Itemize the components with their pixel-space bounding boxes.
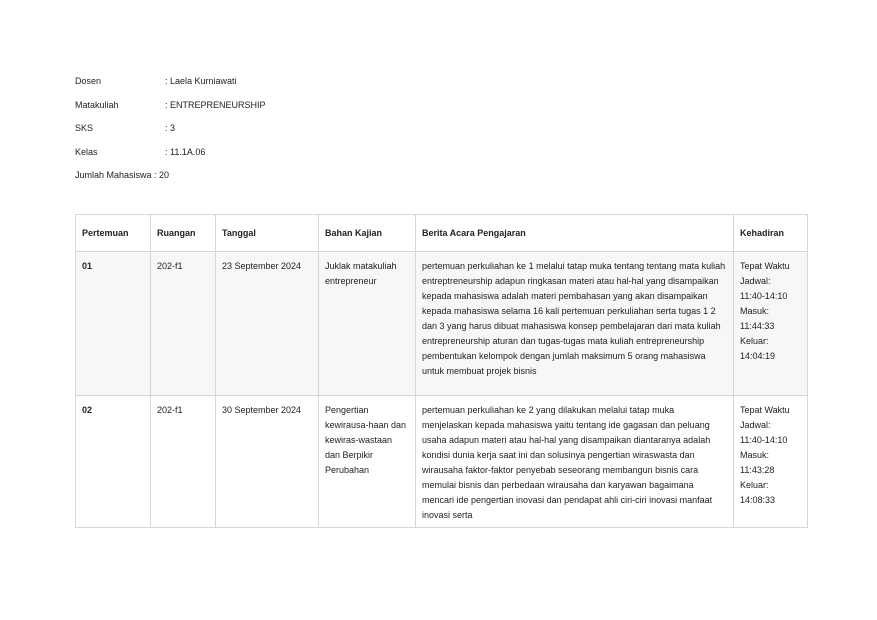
cell-ruangan: 202-f1 <box>151 252 216 396</box>
cell-bahan-kajian: Juklak matakuliah entrepreneur <box>319 252 416 396</box>
info-value: : ENTREPRENEURSHIP <box>165 99 266 110</box>
keluar-label: Keluar: <box>740 336 769 346</box>
table-header-row <box>76 215 808 252</box>
jadwal-label: Jadwal: <box>740 420 771 430</box>
info-row-kelas <box>75 147 266 171</box>
cell-pertemuan: 02 <box>76 396 151 528</box>
keluar-label: Keluar: <box>740 480 769 490</box>
header-bahan-kajian: Bahan Kajian <box>319 215 416 252</box>
masuk-label: Masuk: <box>740 450 770 460</box>
masuk-label: Masuk: <box>740 306 770 316</box>
cell-ruangan: 202-f1 <box>151 396 216 528</box>
info-label: Jumlah Mahasiswa <box>75 170 152 181</box>
header-pertemuan: Pertemuan <box>76 215 151 252</box>
attendance-status: Tepat Waktu <box>740 405 790 415</box>
berita-acara-table <box>75 214 808 528</box>
keluar-value: 14:04:19 <box>740 351 776 361</box>
cell-kehadiran <box>734 252 808 396</box>
cell-pertemuan: 01 <box>76 252 151 396</box>
masuk-value: 11:43:28 <box>740 465 775 475</box>
header-tanggal: Tanggal <box>216 215 319 252</box>
info-value: : 20 <box>154 170 170 181</box>
cell-berita-acara: pertemuan perkuliahan ke 2 yang dilakukan melalui tatap muka menjelaskan kepada mahasiswa yaitu tentang ide gagasan dan peluang usaha adapun materi atau hal-hal yang disampaikan diantaranya adalah kondisi dunia kerja saat ini dan solusinya pengertian wiraswasta dan wirausaha faktor-faktor penyebab seseorang membangun bisnis cara memulai bisnis dan perbedaan wirausaha dan karyawan bagaimana mencari ide pengertian inovasi dan pendapat ahli ciri-ciri inovasi manfaat inovasi serta <box>416 396 734 528</box>
header-kehadiran: Kehadiran <box>734 215 808 252</box>
table-row <box>76 396 808 528</box>
cell-berita-acara: pertemuan perkuliahan ke 1 melalui tatap muka tentang tentang mata kuliah entreptreneurship adapun ringkasan materi atau hal-hal yang disampaikan kepada mahasiswa adalah materi pembahasan yang akan disampaikan kepada mahasiswa selama 16 kali pertemuan perkuliahan serta tugas 1 2 dan 3 yang harus dibuat mahasiswa konsep pembelajaran dari mata kuliah entrepreneurship aturan dan tugas-tugas mata kuliah entrepreneurship pembentukan kelompok dengan jumlah maksimum 5 orang mahasiswa untuk membuat projek bisnis <box>416 252 734 396</box>
course-info <box>75 76 266 194</box>
header-berita-acara: Berita Acara Pengajaran <box>416 215 734 252</box>
info-label: Dosen <box>75 76 102 86</box>
table-row <box>76 252 808 396</box>
cell-bahan-kajian: Pengertian kewirausa-haan dan kewiras-wastaan dan Berpikir Perubahan <box>319 396 416 528</box>
jadwal-value: 11:40-14:10 <box>740 435 788 445</box>
info-label: Matakuliah <box>75 99 119 110</box>
masuk-value: 11:44:33 <box>740 321 775 331</box>
cell-tanggal: 30 September 2024 <box>216 396 319 528</box>
info-row-matakuliah <box>75 100 266 124</box>
jadwal-label: Jadwal: <box>740 276 771 286</box>
jadwal-value: 11:40-14:10 <box>740 291 788 301</box>
info-value: : 3 <box>165 123 176 134</box>
keluar-value: 14:08:33 <box>740 495 776 505</box>
info-row-dosen <box>75 76 266 100</box>
info-row-jumlah <box>75 170 266 194</box>
cell-tanggal: 23 September 2024 <box>216 252 319 396</box>
info-value: : Laela Kurniawati <box>165 76 237 86</box>
attendance-status: Tepat Waktu <box>740 261 790 271</box>
info-label: Kelas <box>75 146 98 157</box>
info-label: SKS <box>75 123 94 134</box>
cell-kehadiran <box>734 396 808 528</box>
info-row-sks <box>75 123 266 147</box>
header-ruangan: Ruangan <box>151 215 216 252</box>
info-value: : 11.1A.06 <box>165 146 206 157</box>
